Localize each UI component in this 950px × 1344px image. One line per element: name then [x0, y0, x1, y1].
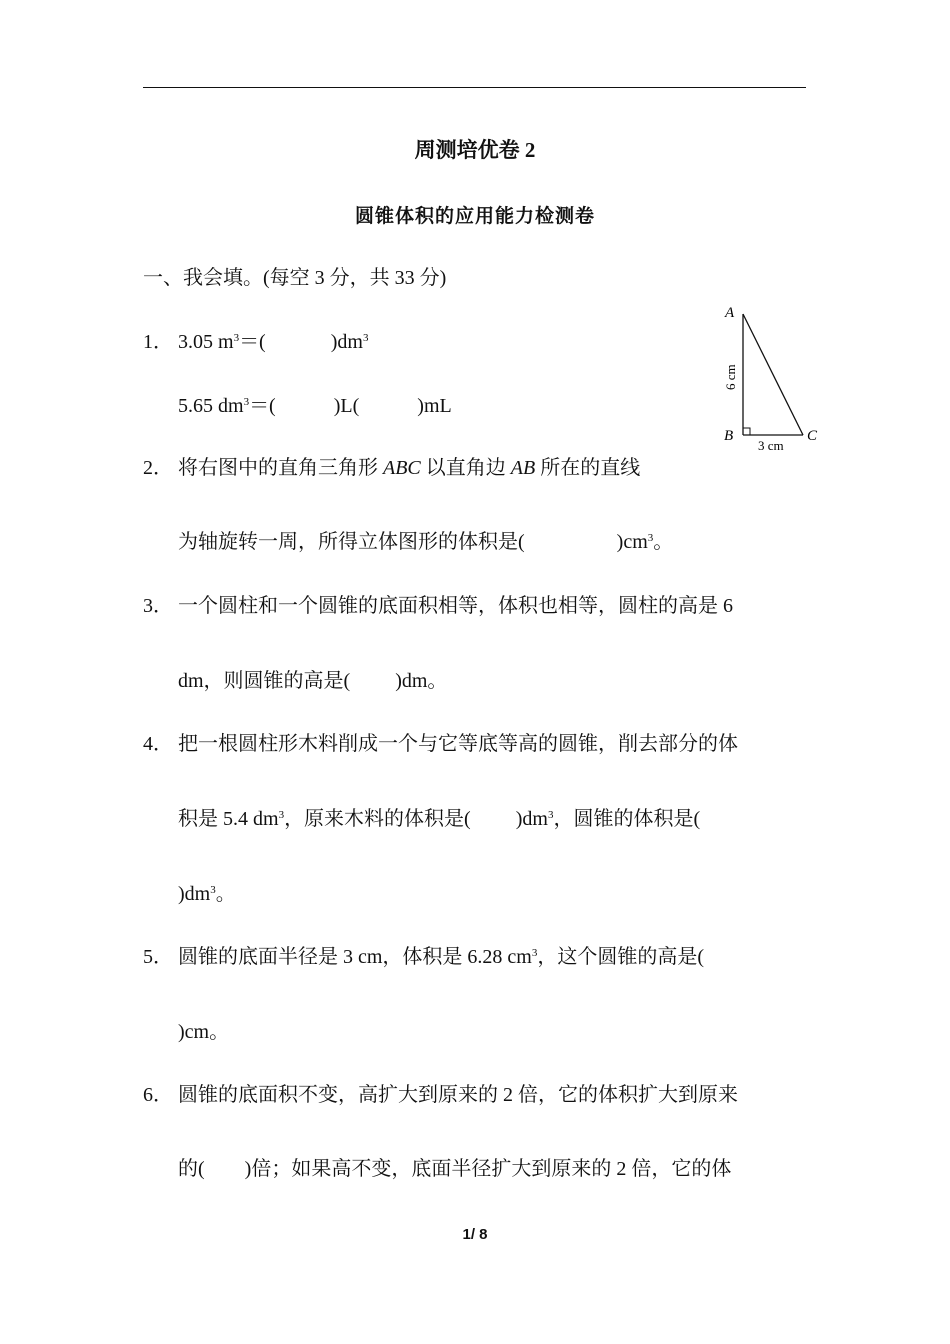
side-ab-length: 6 cm [723, 364, 738, 390]
question-4-line-2: 积是 5.4 $dm^3$，原来木料的体积是( )$dm^3$，圆锥的体积是( [178, 808, 701, 830]
question-5-line-2: )cm。 [178, 1021, 230, 1043]
question-6-line-1: 6． 圆锥的底面积不变，高扩大到原来的 2 倍，它的体积扩大到原来 [143, 1084, 738, 1106]
page-subtitle: 圆锥体积的应用能力检测卷 [354, 206, 595, 227]
vertex-b-label: B [724, 428, 734, 444]
question-1-line-1: 1． 3.05 $m^3=$( )$dm^3$ [143, 331, 369, 353]
header-rule [143, 87, 806, 88]
question-number: 6． [143, 1084, 173, 1106]
question-2-line-2: 为轴旋转一周，所得立体图形的体积是( )$cm^3$。 [178, 531, 674, 553]
question-3-line-1: 3． 一个圆柱和一个圆锥的底面积相等，体积也相等，圆柱的高是 6 [143, 595, 733, 617]
page-number: 1/ 8 [462, 1226, 488, 1243]
question-number: 5． [143, 946, 173, 968]
vertex-a-label: A [725, 305, 735, 321]
section-heading: 一、我会填。(每空 3 分，共 33 分) [143, 267, 447, 289]
question-6-line-2: 的( )倍；如果高不变，底面半径扩大到原来的 2 倍，它的体 [178, 1158, 732, 1180]
question-5-line-1: 5． 圆锥的底面半径是 3 cm，体积是 6.28 $cm^3$，这个圆锥的高是( [143, 946, 705, 968]
side-ac [743, 314, 803, 435]
side-bc-length: 3 cm [758, 438, 784, 453]
right-angle-mark [743, 428, 750, 435]
question-number: 3． [143, 595, 173, 617]
right-triangle-figure [715, 298, 855, 458]
question-3-line-2: dm，则圆锥的高是( )dm。 [178, 670, 448, 692]
question-2-line-1: 2． 将右图中的直角三角形 ABC 以直角边 AB 所在的直线 [143, 457, 641, 479]
question-number: 2． [143, 457, 173, 479]
vertex-c-label: C [807, 428, 818, 444]
question-number: 1． [143, 331, 173, 353]
question-1-line-2: 5.65 $dm^3=$( )L( )mL [178, 395, 452, 417]
page-title: 周测培优卷 2 [414, 138, 536, 162]
question-number: 4． [143, 733, 173, 755]
question-4-line-1: 4． 把一根圆柱形木料削成一个与它等底等高的圆锥，削去部分的体 [143, 733, 738, 755]
question-4-line-3: )$dm^3$。 [178, 883, 236, 905]
